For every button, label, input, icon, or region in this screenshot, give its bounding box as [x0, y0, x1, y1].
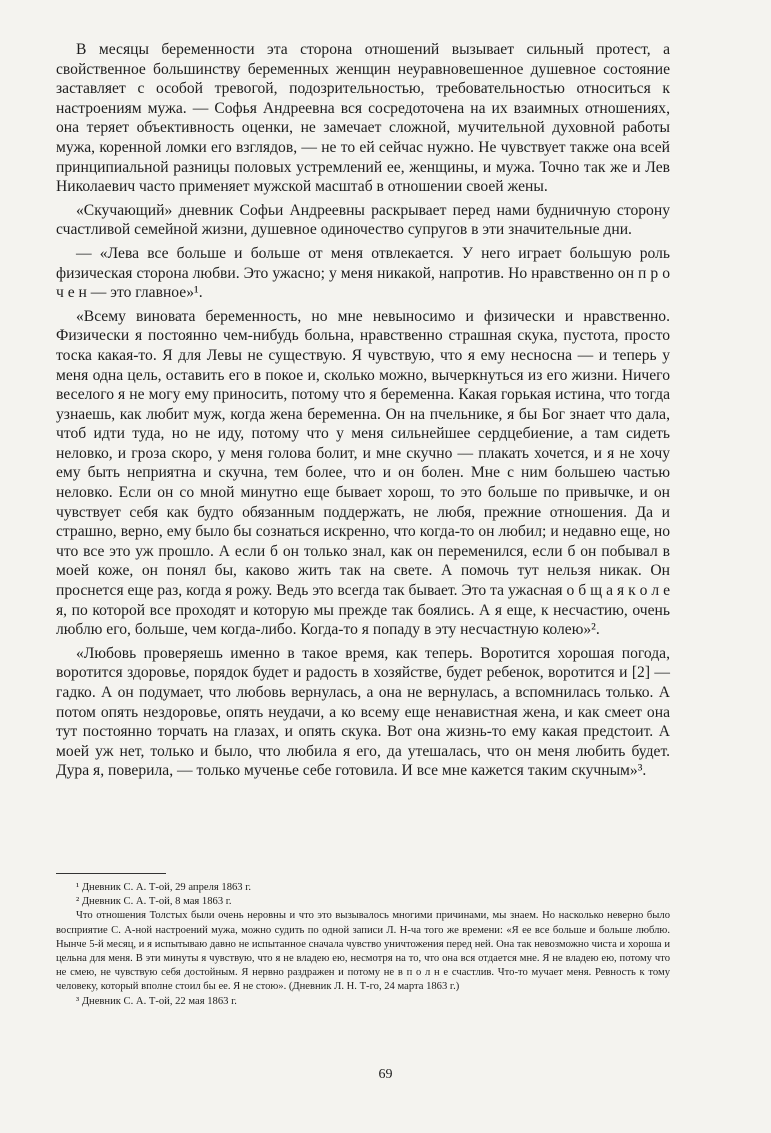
page-number: 69 — [378, 1067, 393, 1082]
footnote: ³ Дневник С. А. Т-ой, 22 мая 1863 г. — [76, 995, 237, 1007]
footnote: ¹ Дневник С. А. Т-ой, 29 апреля 1863 г. — [76, 882, 252, 893]
footnote-comment: Что отношения Толстых были очень неровны и что это вызывалось многими причинами, мы знаем. Но насколько неверно было восприятие С. А-ной настроений мужа, можно судить по одной записи Л. Н-ча того же времени: «Я ее все больше и больше люблю. Нынче 5-й месяц, и я испытываю давно не испытанное сначала чувство уничтожения перед ней. Она так невозможно чиста и хороша и цельна для меня. В эти минуты я чувствую, что я не владею ею, несмотря на то, что она вся отдается мне. Я не владею ею, потому что не смею, не чувствую себя достойным. Я нервно раздражен и потому не в п о л н е счастлив. Что-то мучает меня. Ревность к тому человеку, который вполне стоил бы ее. Я не стою». (Дневник Л. Н. Т-го, 24 марта 1863 г.) — [56, 910, 670, 993]
paragraph: В месяцы беременности эта сторона отношений вызывает сильный протест, а свойственное большинству беременных женщин неуравновешенное душевное состояние заставляет с особой тревогой, подозрительностью, требовательностью относиться к настроениям мужа. — Софья Андреевна вся сосредоточена на их взаимных отношениях, она теряет объективность оценки, не замечает сложной, мучительной духовной работы мужа, коренной ломки его взглядов, — не то ей сейчас нужно. Не чувствует также она всей принципиальной разницы половых устремлений ее, женщины, и мужа. Точно так же и Лев Николаевич часто применяет мужской масштаб в отношении своей жены. — [56, 41, 670, 196]
main-text — [56, 40, 670, 781]
paragraph: «Любовь проверяешь именно в такое время, как теперь. Воротится хорошая погода, воротится здоровье, порядок будет и радость в хозяйстве, будет ребенок, воротится и [2] — гадко. А он подумает, что любовь вернулась, а она не вернулась, а вспомнилась только. А потом опять нездоровье, опять неудачи, а ко всему еще ненавистная жена, и как смеет она тут постоянно торчать на глазах, и опять скука. Вот она жизнь-то ему какая предстоит. А моей уж нет, только и было, что любила я его, да утешалась, что он меня любить будет. Дура я, поверила, — только мученье себе готовила. И все мне кажется таким скучным»³. — [56, 644, 670, 780]
paragraph: «Скучающий» дневник Софьи Андреевны раскрывает перед нами будничную сторону счастливой семейной жизни, душевное одиночество супругов в эти значительные дни. — [56, 201, 670, 239]
footnote-separator — [56, 873, 166, 874]
footnotes — [56, 881, 670, 1009]
paragraph: — «Лева все больше и больше от меня отвлекается. У него играет большую роль физическая сторона любви. Это ужасно; у меня никакой, напротив. Но нравственно он п р о ч е н — это главное»¹. — [56, 244, 670, 302]
footnote: ² Дневник С. А. Т-ой, 8 мая 1863 г. — [76, 896, 232, 908]
paragraph: «Всему виновата беременность, но мне невыносимо и физически и нравственно. Физически я постоянно чем-нибудь больна, нравственно страшная скука, пустота, просто тоска какая-то. Я для Левы не существую. Я чувствую, что я ему несносна — и теперь у меня одна цель, оставить его в покое и, сколько можно, вычеркнуться из его жизни. Ничего веселого я не могу ему приносить, потому что я беременна. Какая горькая истина, что тогда узнаешь, как любит муж, когда жена беременна. Он на пчельнике, я бы Бог знает что дала, чтоб идти туда, но не иду, потому что у меня сильнейшее сердцебиение, а там сидеть неловко, и гроза скоро, у меня голова болит, и мне скучно — плакать хочется, и я не хочу ему быть неприятна и скучна, тем более, что и он болен. Мне с ним большею частью неловко. Если он со мной минутно еще бывает хорош, то это больше по привычке, и он чувствует себя как будто обязанным поддержать, не любя, прежние отношения. Да и страшно, верно, ему было бы сознаться искренно, что когда-то он любил; и недавно еще, но что все это уж прошло. А если б он только знал, как он переменился, если б он побывал в моей коже, он понял бы, каково жить так на свете. А помочь тут нельзя никак. Он проснется еще раз, когда я рожу. Ведь это всегда так бывает. Это та ужасная о б щ а я к о л е я, по которой все проходят и которую мы прежде так боялись. А я еще, к несчастию, очень люблю его, больше, чем когда-либо. Когда-то я попаду в эту несчастную колею»². — [56, 307, 670, 639]
